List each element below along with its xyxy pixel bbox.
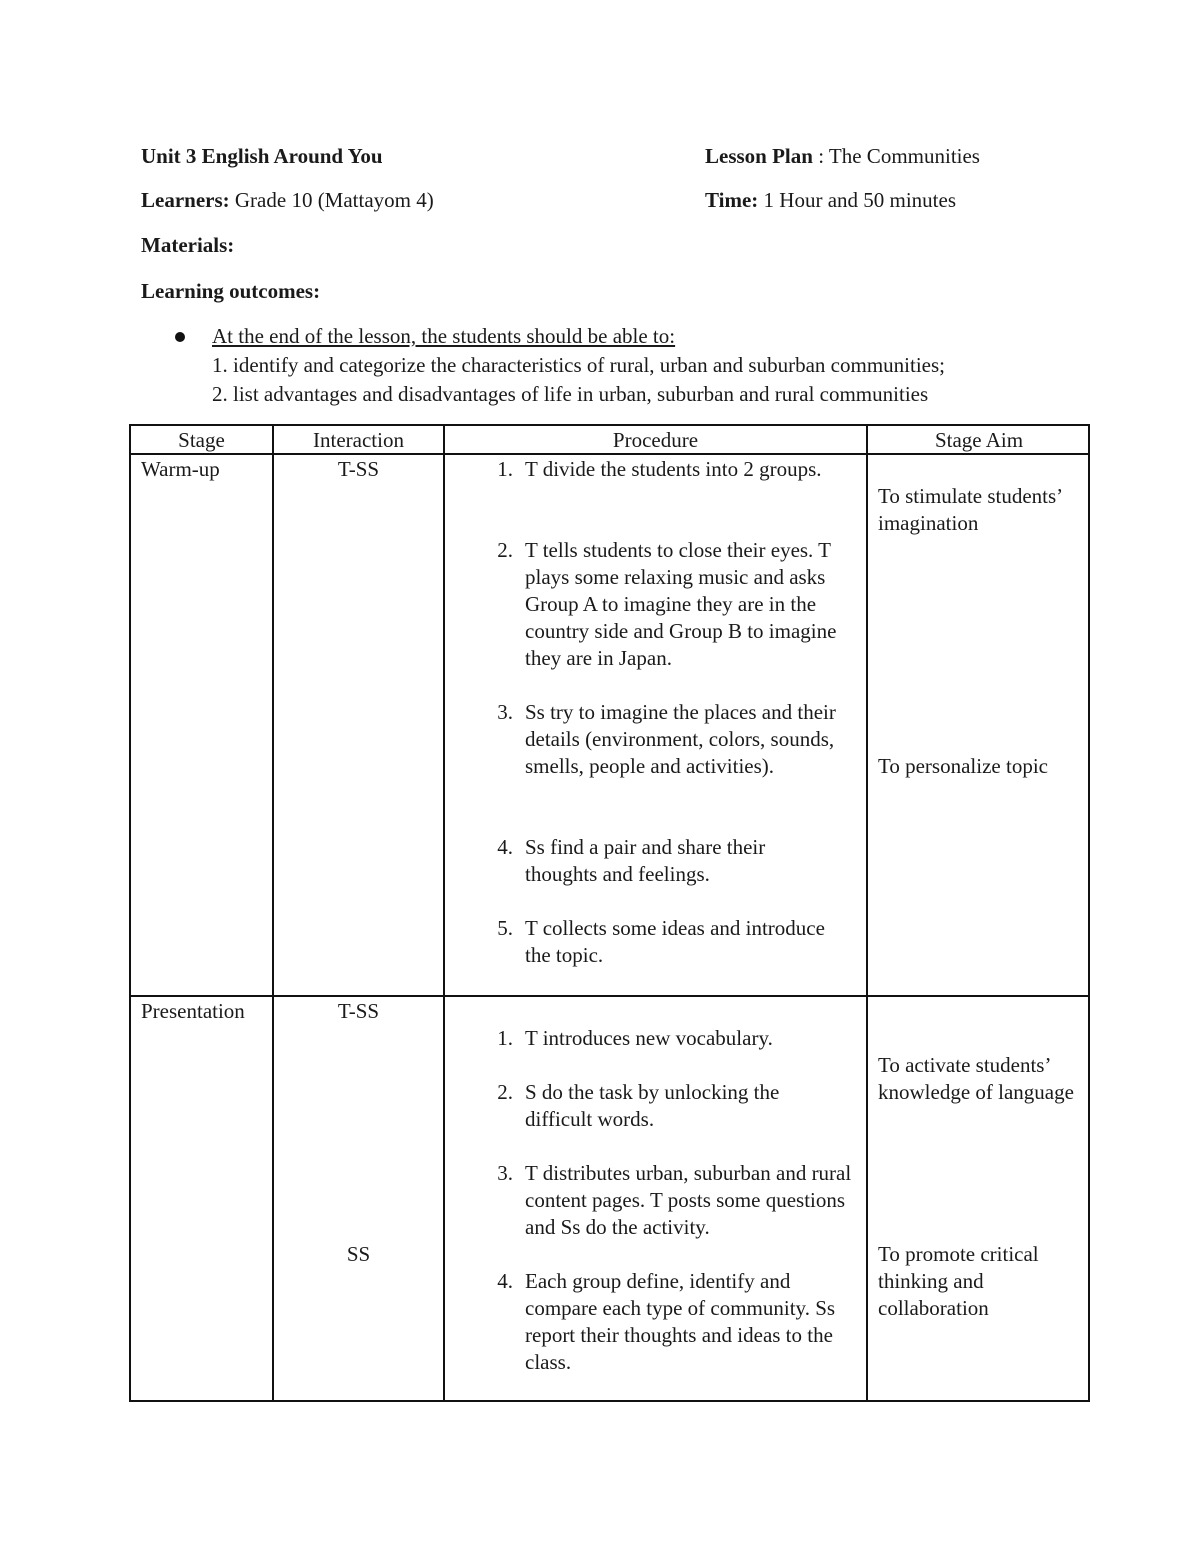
procedure-number: 3. <box>497 1161 513 1185</box>
outcomes-intro: At the end of the lesson, the students should be able to: <box>212 324 676 348</box>
interaction-value: SS <box>346 1242 371 1266</box>
stage-presentation: Presentation <box>141 999 245 1023</box>
procedure-text: T collects some ideas and introduce the topic. <box>525 916 825 967</box>
time-label: Time: <box>705 188 759 212</box>
procedure-number: 1. <box>497 457 513 481</box>
procedure-text: Each group define, identify and compare each type of community. Ss report their thoughts and ideas to the class. <box>525 1269 836 1374</box>
unit-title <box>141 143 383 169</box>
procedure-text: S do the task by unlocking the difficult words. <box>525 1080 780 1131</box>
procedure-number: 4. <box>497 835 513 859</box>
header-stage: Stage <box>178 428 225 452</box>
lesson-plan-label: Lesson Plan <box>705 144 813 168</box>
header-procedure: Procedure <box>612 428 699 452</box>
column-divider <box>443 426 445 1400</box>
learners-value: Grade 10 (Mattayom 4) <box>229 188 434 212</box>
procedure-text: Ss find a pair and share their thoughts and feelings. <box>525 835 766 886</box>
procedure-number: 5. <box>497 916 513 940</box>
learners <box>141 187 434 213</box>
interaction-value: T-SS <box>337 457 380 481</box>
stage-aim: To activate students’ knowledge of language <box>878 1053 1074 1104</box>
header-interaction: Interaction <box>313 428 404 452</box>
column-divider <box>866 426 868 1400</box>
row-divider <box>131 995 1088 997</box>
time-value: 1 Hour and 50 minutes <box>758 188 957 212</box>
procedure-number: 4. <box>497 1269 513 1293</box>
materials-label: Materials: <box>141 233 235 257</box>
procedure-number: 1. <box>497 1026 513 1050</box>
stage-warm-up: Warm-up <box>141 457 220 481</box>
bullet-icon <box>175 332 185 342</box>
learners-label: Learners: <box>141 188 230 212</box>
header-stage-aim: Stage Aim <box>934 428 1024 452</box>
procedure-text: T introduces new vocabulary. <box>525 1026 773 1050</box>
stage-aim: To stimulate students’ imagination <box>878 484 1062 535</box>
lesson-plan <box>705 143 980 169</box>
outcome-item: 2. list advantages and disadvantages of life in urban, suburban and rural communities <box>212 382 929 406</box>
procedure-number: 2. <box>497 1080 513 1104</box>
procedure-number: 3. <box>497 700 513 724</box>
unit-label: Unit 3 English Around You <box>141 144 383 168</box>
learning-outcomes-label: Learning outcomes: <box>141 279 321 303</box>
stage-aim: To promote critical thinking and collaboration <box>878 1242 1039 1320</box>
time <box>705 187 956 213</box>
interaction-value: T-SS <box>337 999 380 1023</box>
learning-outcomes-heading <box>141 278 320 304</box>
procedure-text: T tells students to close their eyes. T plays some relaxing music and asks Group A to imagine they are in the country side and Group B to imagine they are in Japan. <box>525 538 837 670</box>
stage-aim: To personalize topic <box>878 754 1048 778</box>
procedure-text: Ss try to imagine the places and their details (environment, colors, sounds, smells, people and activities). <box>525 700 836 778</box>
materials <box>141 232 234 258</box>
procedure-number: 2. <box>497 538 513 562</box>
outcome-item: 1. identify and categorize the characteristics of rural, urban and suburban communities; <box>212 353 945 377</box>
procedure-text: T divide the students into 2 groups. <box>525 457 822 481</box>
lesson-table <box>129 424 1090 1402</box>
lesson-plan-value: : The Communities <box>812 144 980 168</box>
procedure-text: T distributes urban, suburban and rural content pages. T posts some questions and Ss do the activity. <box>525 1161 852 1239</box>
